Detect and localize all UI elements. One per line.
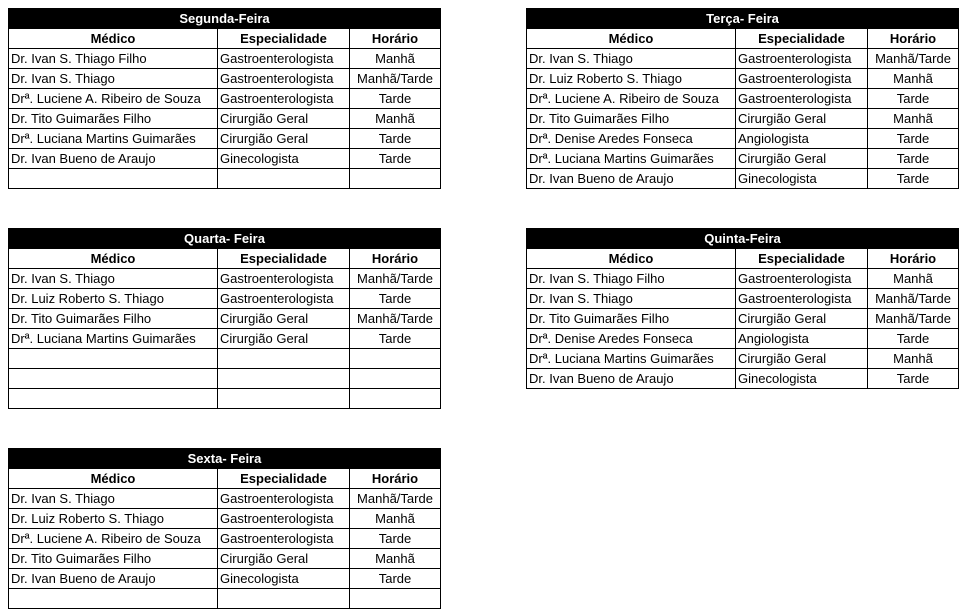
cell-especialidade: Gastroenterologista [218, 489, 350, 509]
cell-horario: Manhã [868, 349, 959, 369]
cell-horario: Manhã/Tarde [350, 309, 441, 329]
cell-horario: Tarde [350, 129, 441, 149]
cell-medico: Dr. Ivan S. Thiago Filho [9, 49, 218, 69]
cell-horario: Tarde [868, 89, 959, 109]
schedule-table [526, 228, 959, 389]
cell-especialidade: Cirurgião Geral [736, 349, 868, 369]
table-row [9, 289, 441, 309]
schedule-terca [526, 8, 958, 189]
day-title: Terça- Feira [527, 9, 959, 29]
cell-medico: Drª. Denise Aredes Fonseca [527, 329, 736, 349]
cell-medico: Dr. Ivan S. Thiago Filho [527, 269, 736, 289]
table-row [9, 329, 441, 349]
cell-especialidade: Cirurgião Geral [736, 309, 868, 329]
cell-medico: Dr. Ivan S. Thiago [9, 269, 218, 289]
cell-medico: Dr. Ivan Bueno de Araujo [9, 569, 218, 589]
cell-medico: Drª. Luciene A. Ribeiro de Souza [527, 89, 736, 109]
table-row [9, 589, 441, 609]
cell-medico: Dr. Tito Guimarães Filho [9, 549, 218, 569]
table-row [9, 489, 441, 509]
schedule-table [8, 228, 441, 409]
cell-horario: Manhã [350, 49, 441, 69]
cell-especialidade: Gastroenterologista [736, 89, 868, 109]
column-header-especialidade: Especialidade [736, 249, 868, 269]
cell-medico [9, 389, 218, 409]
cell-especialidade: Cirurgião Geral [218, 109, 350, 129]
cell-especialidade: Angiologista [736, 329, 868, 349]
cell-horario: Manhã/Tarde [868, 289, 959, 309]
table-row [9, 529, 441, 549]
cell-medico: Dr. Tito Guimarães Filho [527, 309, 736, 329]
cell-especialidade: Ginecologista [218, 149, 350, 169]
cell-horario: Manhã/Tarde [350, 69, 441, 89]
table-row [527, 369, 959, 389]
cell-especialidade: Cirurgião Geral [218, 309, 350, 329]
cell-especialidade: Gastroenterologista [218, 509, 350, 529]
table-row [527, 109, 959, 129]
table-row [527, 309, 959, 329]
cell-especialidade: Gastroenterologista [218, 529, 350, 549]
cell-medico: Dr. Ivan S. Thiago [527, 49, 736, 69]
cell-horario: Manhã [868, 269, 959, 289]
cell-especialidade: Gastroenterologista [218, 269, 350, 289]
table-row [9, 369, 441, 389]
cell-especialidade: Gastroenterologista [736, 69, 868, 89]
cell-especialidade: Gastroenterologista [218, 49, 350, 69]
cell-especialidade: Cirurgião Geral [218, 329, 350, 349]
table-row [9, 569, 441, 589]
cell-horario: Tarde [868, 169, 959, 189]
cell-medico [9, 369, 218, 389]
table-row [9, 509, 441, 529]
cell-especialidade [218, 389, 350, 409]
table-row [9, 49, 441, 69]
cell-especialidade: Angiologista [736, 129, 868, 149]
cell-especialidade: Gastroenterologista [736, 269, 868, 289]
table-row [9, 549, 441, 569]
cell-medico: Dr. Luiz Roberto S. Thiago [9, 509, 218, 529]
cell-especialidade: Cirurgião Geral [736, 149, 868, 169]
table-row [527, 289, 959, 309]
schedule-sexta [8, 448, 440, 609]
column-header-horario: Horário [868, 249, 959, 269]
cell-medico: Dr. Ivan S. Thiago [527, 289, 736, 309]
cell-medico: Drª. Luciana Martins Guimarães [9, 129, 218, 149]
cell-horario: Tarde [350, 149, 441, 169]
cell-horario: Tarde [350, 329, 441, 349]
schedule-quinta [526, 228, 958, 389]
table-row [527, 329, 959, 349]
cell-especialidade: Gastroenterologista [218, 69, 350, 89]
table-row [9, 129, 441, 149]
cell-horario: Manhã [350, 109, 441, 129]
cell-especialidade: Ginecologista [218, 569, 350, 589]
cell-horario: Manhã/Tarde [350, 269, 441, 289]
cell-horario: Manhã/Tarde [868, 49, 959, 69]
column-header-especialidade: Especialidade [218, 469, 350, 489]
cell-especialidade: Gastroenterologista [736, 49, 868, 69]
table-row [9, 309, 441, 329]
cell-medico: Drª. Luciana Martins Guimarães [9, 329, 218, 349]
cell-horario [350, 169, 441, 189]
cell-especialidade: Ginecologista [736, 169, 868, 189]
column-header-medico: Médico [9, 469, 218, 489]
table-row [9, 349, 441, 369]
day-title: Quarta- Feira [9, 229, 441, 249]
table-row [527, 129, 959, 149]
cell-horario: Tarde [350, 89, 441, 109]
cell-especialidade [218, 169, 350, 189]
table-row [527, 49, 959, 69]
cell-horario: Tarde [868, 369, 959, 389]
schedule-segunda [8, 8, 440, 189]
cell-horario: Manhã [350, 549, 441, 569]
schedule-table [526, 8, 959, 189]
cell-medico: Dr. Luiz Roberto S. Thiago [9, 289, 218, 309]
cell-especialidade: Cirurgião Geral [218, 549, 350, 569]
column-header-horario: Horário [350, 469, 441, 489]
cell-horario: Manhã [868, 109, 959, 129]
cell-medico [9, 169, 218, 189]
cell-especialidade [218, 589, 350, 609]
day-title: Sexta- Feira [9, 449, 441, 469]
cell-medico: Drª. Luciana Martins Guimarães [527, 349, 736, 369]
table-row [527, 69, 959, 89]
table-row [9, 389, 441, 409]
column-header-horario: Horário [350, 29, 441, 49]
column-header-medico: Médico [9, 249, 218, 269]
cell-horario: Manhã [350, 509, 441, 529]
cell-medico: Dr. Ivan Bueno de Araujo [9, 149, 218, 169]
table-row [9, 269, 441, 289]
column-header-especialidade: Especialidade [218, 249, 350, 269]
cell-especialidade: Gastroenterologista [218, 289, 350, 309]
schedule-table [8, 448, 441, 609]
cell-especialidade: Gastroenterologista [736, 289, 868, 309]
cell-medico: Dr. Tito Guimarães Filho [9, 309, 218, 329]
cell-especialidade [218, 369, 350, 389]
cell-medico: Drª. Denise Aredes Fonseca [527, 129, 736, 149]
cell-horario: Tarde [350, 529, 441, 549]
schedule-table [8, 8, 441, 189]
cell-horario: Tarde [350, 289, 441, 309]
cell-horario: Manhã/Tarde [868, 309, 959, 329]
cell-especialidade: Gastroenterologista [218, 89, 350, 109]
cell-medico: Drª. Luciene A. Ribeiro de Souza [9, 89, 218, 109]
table-row [527, 149, 959, 169]
cell-especialidade: Cirurgião Geral [736, 109, 868, 129]
day-title: Quinta-Feira [527, 229, 959, 249]
cell-medico: Dr. Luiz Roberto S. Thiago [527, 69, 736, 89]
table-row [9, 149, 441, 169]
table-row [9, 89, 441, 109]
schedule-quarta [8, 228, 440, 409]
cell-medico: Drª. Luciene A. Ribeiro de Souza [9, 529, 218, 549]
cell-horario: Manhã/Tarde [350, 489, 441, 509]
cell-horario: Tarde [868, 129, 959, 149]
cell-especialidade [218, 349, 350, 369]
cell-horario: Tarde [868, 149, 959, 169]
cell-medico: Dr. Tito Guimarães Filho [527, 109, 736, 129]
table-row [9, 109, 441, 129]
column-header-especialidade: Especialidade [218, 29, 350, 49]
column-header-medico: Médico [527, 29, 736, 49]
cell-medico: Dr. Ivan Bueno de Araujo [527, 169, 736, 189]
cell-horario: Manhã [868, 69, 959, 89]
column-header-medico: Médico [9, 29, 218, 49]
cell-horario [350, 589, 441, 609]
cell-especialidade: Ginecologista [736, 369, 868, 389]
column-header-horario: Horário [868, 29, 959, 49]
column-header-horario: Horário [350, 249, 441, 269]
day-title: Segunda-Feira [9, 9, 441, 29]
cell-especialidade: Cirurgião Geral [218, 129, 350, 149]
cell-horario [350, 349, 441, 369]
table-row [527, 349, 959, 369]
table-row [527, 269, 959, 289]
table-row [527, 169, 959, 189]
table-row [527, 89, 959, 109]
table-row [9, 169, 441, 189]
cell-medico [9, 589, 218, 609]
cell-horario: Tarde [350, 569, 441, 589]
cell-medico: Dr. Ivan S. Thiago [9, 489, 218, 509]
cell-medico: Drª. Luciana Martins Guimarães [527, 149, 736, 169]
cell-medico [9, 349, 218, 369]
column-header-especialidade: Especialidade [736, 29, 868, 49]
cell-medico: Dr. Tito Guimarães Filho [9, 109, 218, 129]
cell-medico: Dr. Ivan S. Thiago [9, 69, 218, 89]
cell-horario [350, 389, 441, 409]
column-header-medico: Médico [527, 249, 736, 269]
cell-horario [350, 369, 441, 389]
cell-horario: Tarde [868, 329, 959, 349]
cell-medico: Dr. Ivan Bueno de Araujo [527, 369, 736, 389]
table-row [9, 69, 441, 89]
